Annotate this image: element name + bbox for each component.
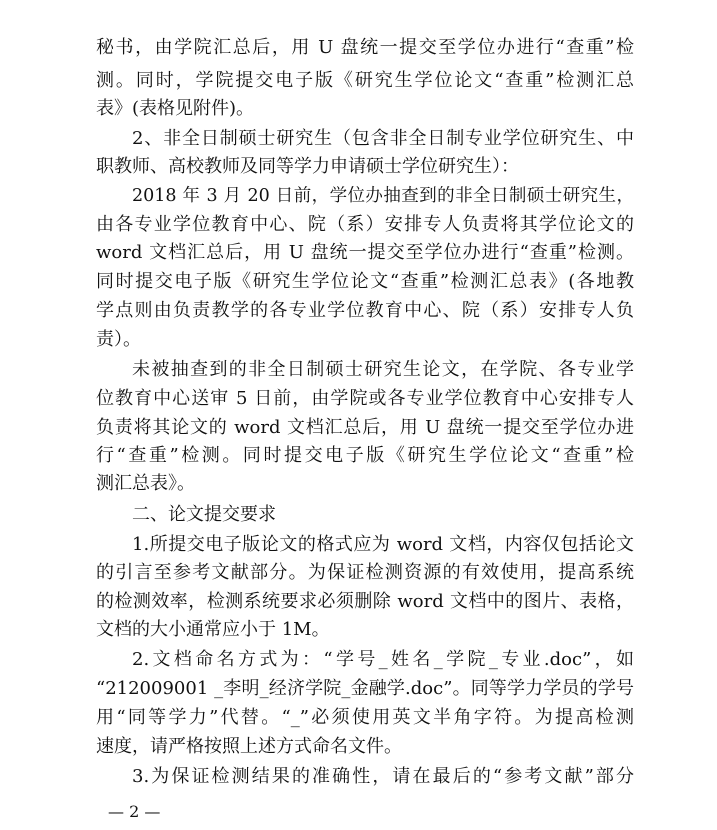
text-line: 2、非全日制硕士研究生（包含非全日制专业学位研究生、中 bbox=[132, 128, 634, 149]
text-line: 文档的大小通常应小于 1M。 bbox=[96, 619, 330, 640]
text-line: 由各专业学位教育中心、院（系）安排专人负责将其学位论文的 bbox=[96, 214, 634, 235]
text-line: 行“查重”检测。同时提交电子版《研究生学位论文“查重”检 bbox=[96, 445, 634, 466]
text-line: 速度，请严格按照上述方式命名文件。 bbox=[96, 736, 402, 757]
text-line: 职教师、高校教师及同等学力申请硕士学位研究生）： bbox=[96, 156, 519, 177]
page-number: — 2 — bbox=[108, 802, 161, 821]
section-heading: 二、论文提交要求 bbox=[132, 504, 276, 525]
text-line: 3.为保证检测结果的准确性，请在最后的“参考文献”部分 bbox=[132, 766, 634, 787]
text-line: 责）。 bbox=[96, 329, 141, 350]
text-line: 测汇总表》。 bbox=[96, 473, 195, 494]
text-line: 同时提交电子版《研究生学位论文“查重”检测汇总表》(各地教 bbox=[96, 271, 634, 292]
text-line: word 文档汇总后，用 U 盘统一提交至学位办进行“查重”检测。 bbox=[96, 242, 634, 263]
text-line: 学点则由负责教学的各专业学位教育中心、院（系）安排专人负 bbox=[96, 300, 634, 321]
text-line: 位教育中心送审 5 日前，由学院或各专业学位教育中心安排专人 bbox=[96, 388, 634, 409]
text-line: 2.文档命名方式为：“学号_姓名_学院_专业.doc”，如 bbox=[132, 649, 634, 670]
text-line: 的检测效率，检测系统要求必须删除 word 文档中的图片、表格， bbox=[96, 591, 634, 612]
text-line: “212009001 _李明_经济学院_金融学.doc”。同等学力学员的学号 bbox=[96, 678, 634, 699]
text-line: 的引言至参考文献部分。为保证检测资源的有效使用，提高系统 bbox=[96, 562, 634, 583]
text-line: 未被抽查到的非全日制硕士研究生论文，在学院、各专业学 bbox=[132, 359, 634, 380]
text-line: 用“同等学力”代替。“_”必须使用英文半角字符。为提高检测 bbox=[96, 707, 634, 728]
text-line: 秘书，由学院汇总后，用 U 盘统一提交至学位办进行“查重”检 bbox=[96, 37, 634, 58]
text-line: 2018 年 3 月 20 日前，学位办抽查到的非全日制硕士研究生， bbox=[132, 186, 634, 206]
text-line: 负责将其论文的 word 文档汇总后，用 U 盘统一提交至学位办进 bbox=[96, 417, 634, 438]
text-line: 测。同时，学院提交电子版《研究生学位论文“查重”检测汇总 bbox=[96, 70, 634, 91]
text-line: 1.所提交电子版论文的格式应为 word 文档，内容仅包括论文 bbox=[132, 534, 634, 555]
text-line: 表》(表格见附件)。 bbox=[96, 98, 255, 119]
